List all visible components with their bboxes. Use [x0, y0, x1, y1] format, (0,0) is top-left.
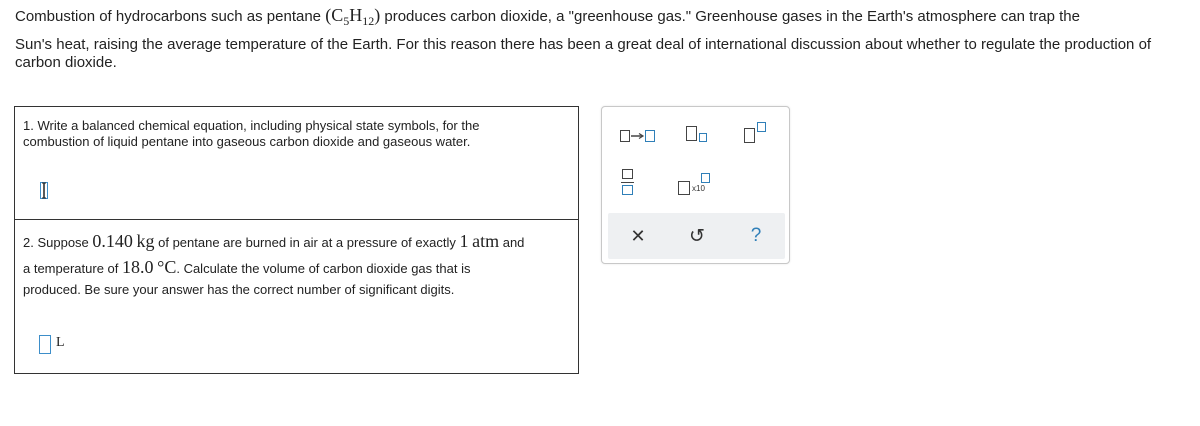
math-palette [601, 106, 790, 264]
intro-paragraph-2: Sun's heat, raising the average temperature of the Earth. For this reason there has been a great deal of international discussion about whether to regulate the production of carbon dioxide. [15, 36, 1152, 71]
fraction-button[interactable] [620, 167, 636, 197]
intro-paragraph-1: Combustion of hydrocarbons such as pentane $(C_5H_{12})$ produces carbon dioxide, a "greenhouse gas." Greenhouse gases in the Earth's atmosphere can trap the [15, 5, 1080, 28]
volume-unit-label: L [56, 335, 65, 350]
close-icon: ✕ [630, 225, 646, 246]
subscript-button[interactable] [684, 124, 712, 146]
question-part-1 [15, 107, 578, 220]
volume-answer-input[interactable] [39, 335, 51, 354]
question-1-text: 1. Write a balanced chemical equation, including physical state symbols, for the combustion of liquid pentane into gaseous carbon dioxide and gaseous water. [23, 118, 480, 149]
clear-button[interactable] [623, 221, 653, 251]
x10-label: x10 [692, 184, 705, 193]
undo-icon: ↺ [689, 225, 705, 247]
problem-intro [15, 5, 1185, 72]
pentane-formula: $(C_5H_{12})$ [325, 5, 381, 28]
question-2-line-3: produced. Be sure your answer has the correct number of significant digits. [23, 282, 455, 297]
question-2-line-1: 2. Suppose 0.140 kg of pentane are burned in air at a pressure of exactly 1 atm and [23, 231, 525, 251]
right-arrow-icon [631, 133, 645, 139]
question-box [14, 106, 579, 374]
equation-answer-input[interactable] [40, 182, 48, 199]
scientific-notation-button[interactable] [676, 169, 714, 197]
help-button[interactable] [741, 221, 771, 251]
palette-toolbar [608, 213, 785, 259]
undo-button[interactable] [682, 221, 712, 251]
reaction-arrow-button[interactable] [618, 127, 660, 145]
help-icon: ? [750, 225, 762, 246]
superscript-button[interactable] [742, 120, 772, 146]
question-2-line-2: a temperature of 18.0 °C. Calculate the volume of carbon dioxide gas that is [23, 257, 471, 277]
